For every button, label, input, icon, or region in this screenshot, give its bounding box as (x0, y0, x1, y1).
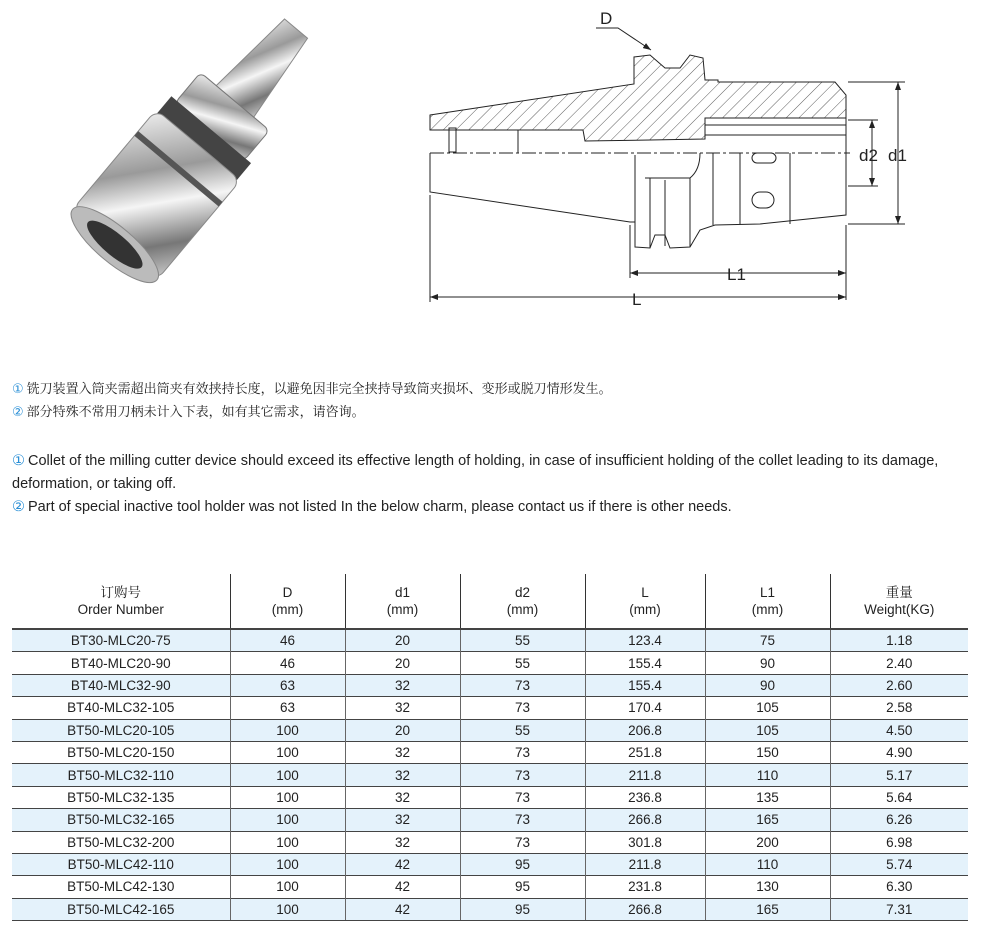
table-cell: 100 (230, 719, 345, 741)
specification-table (12, 574, 968, 921)
table-cell: 100 (230, 809, 345, 831)
table-cell: BT50-MLC20-105 (12, 719, 230, 741)
table-cell: BT30-MLC20-75 (12, 629, 230, 652)
header-line2: (mm) (386, 602, 419, 617)
table-cell: 211.8 (585, 764, 705, 786)
table-cell: 211.8 (585, 853, 705, 875)
table-cell: 100 (230, 786, 345, 808)
note-cn-2: ② 部分特殊不常用刀柄未计入下表，如有其它需求，请咨询。 (12, 405, 365, 420)
table-cell: 20 (345, 719, 460, 741)
table-cell: 2.40 (830, 652, 968, 674)
note-en-2: ② Part of special inactive tool holder was not listed In the below charm, please contact us if there is other needs. (12, 499, 732, 515)
table-cell: 130 (705, 876, 830, 898)
label-d1: d1 (888, 146, 907, 165)
table-cell: 90 (705, 652, 830, 674)
column-header (830, 574, 968, 629)
table-row (12, 719, 968, 741)
table-cell: 206.8 (585, 719, 705, 741)
table-cell: 6.98 (830, 831, 968, 853)
column-header (12, 574, 230, 629)
header-line1: L (641, 585, 649, 600)
table-cell: 150 (705, 741, 830, 763)
table-cell: 100 (230, 876, 345, 898)
table-cell: 20 (345, 629, 460, 652)
table-cell: 5.64 (830, 786, 968, 808)
table-cell: 135 (705, 786, 830, 808)
table-cell: 63 (230, 674, 345, 696)
table-cell: 236.8 (585, 786, 705, 808)
table-cell: 7.31 (830, 898, 968, 920)
table-cell: 55 (460, 719, 585, 741)
table-cell: 105 (705, 719, 830, 741)
table-cell: BT40-MLC32-105 (12, 697, 230, 719)
table-cell: 73 (460, 674, 585, 696)
table-cell: 5.17 (830, 764, 968, 786)
table-row (12, 786, 968, 808)
header-line1: L1 (759, 585, 776, 600)
header-line2: (mm) (271, 602, 304, 617)
label-L1: L1 (727, 265, 746, 284)
table-cell: 42 (345, 876, 460, 898)
table-cell: 200 (705, 831, 830, 853)
header-line2: (mm) (751, 602, 784, 617)
table-cell: 75 (705, 629, 830, 652)
table-row (12, 831, 968, 853)
table-cell: 32 (345, 697, 460, 719)
table-cell: 6.30 (830, 876, 968, 898)
table-cell: 4.50 (830, 719, 968, 741)
table-row (12, 629, 968, 652)
table-cell: 73 (460, 786, 585, 808)
column-header (460, 574, 585, 629)
notes-english (12, 450, 992, 519)
table-cell: 2.60 (830, 674, 968, 696)
table-cell: 63 (230, 697, 345, 719)
table-cell: 32 (345, 809, 460, 831)
label-d2: d2 (859, 146, 878, 165)
table-cell: 73 (460, 741, 585, 763)
header-line1: 重量 (885, 585, 913, 600)
table-cell: BT50-MLC42-110 (12, 853, 230, 875)
column-header (345, 574, 460, 629)
table-cell: 4.90 (830, 741, 968, 763)
table-cell: 1.18 (830, 629, 968, 652)
table-cell: 251.8 (585, 741, 705, 763)
table-row (12, 741, 968, 763)
table-cell: 20 (345, 652, 460, 674)
header-line1: 订购号 (100, 585, 141, 600)
table-cell: BT50-MLC32-110 (12, 764, 230, 786)
table-cell: 95 (460, 876, 585, 898)
table-row (12, 898, 968, 920)
table-cell: 32 (345, 741, 460, 763)
label-L: L (632, 290, 642, 309)
header-line1: d1 (394, 585, 411, 600)
table-cell: 100 (230, 764, 345, 786)
table-cell: 100 (230, 831, 345, 853)
technical-drawing (0, 0, 1000, 330)
table-cell: 165 (705, 898, 830, 920)
table-cell: 95 (460, 898, 585, 920)
header-line2: Weight(KG) (864, 602, 935, 617)
table-row (12, 764, 968, 786)
table-cell: 55 (460, 652, 585, 674)
table-row (12, 674, 968, 696)
table-cell: 32 (345, 786, 460, 808)
table-cell: 110 (705, 853, 830, 875)
table-cell: 73 (460, 831, 585, 853)
table-cell: 73 (460, 697, 585, 719)
table-cell: 42 (345, 898, 460, 920)
table-cell: BT40-MLC32-90 (12, 674, 230, 696)
table-cell: BT40-MLC20-90 (12, 652, 230, 674)
header-line1: d2 (514, 585, 531, 600)
table-cell: 73 (460, 764, 585, 786)
note-en-1: ① Collet of the milling cutter device should exceed its effective length of holding, in case of insufficient holding of the collet leading to its damage, deformation, or taking off. (12, 453, 939, 492)
table-header-row (12, 574, 968, 629)
table-cell: 100 (230, 853, 345, 875)
column-header (230, 574, 345, 629)
table-cell: 266.8 (585, 809, 705, 831)
header-line2: (mm) (506, 602, 539, 617)
table-row (12, 697, 968, 719)
header-line1: D (282, 585, 293, 600)
table-cell: 100 (230, 741, 345, 763)
table-cell: BT50-MLC42-165 (12, 898, 230, 920)
table-row (12, 853, 968, 875)
table-cell: 155.4 (585, 674, 705, 696)
table-row (12, 652, 968, 674)
table-cell: 55 (460, 629, 585, 652)
table-cell: 2.58 (830, 697, 968, 719)
table-cell: 95 (460, 853, 585, 875)
table-cell: 100 (230, 898, 345, 920)
table-cell: BT50-MLC32-200 (12, 831, 230, 853)
table-cell: 32 (345, 674, 460, 696)
table-cell: 105 (705, 697, 830, 719)
table-cell: 123.4 (585, 629, 705, 652)
header-line2: (mm) (629, 602, 661, 617)
label-D: D (600, 9, 613, 28)
table-cell: 42 (345, 853, 460, 875)
table-cell: 46 (230, 629, 345, 652)
table-cell: 170.4 (585, 697, 705, 719)
column-header (705, 574, 830, 629)
table-cell: 32 (345, 764, 460, 786)
table-row (12, 876, 968, 898)
table-cell: BT50-MLC32-135 (12, 786, 230, 808)
notes-chinese (12, 378, 612, 424)
table-cell: 46 (230, 652, 345, 674)
table-cell: BT50-MLC32-165 (12, 809, 230, 831)
table-cell: 5.74 (830, 853, 968, 875)
table-cell: 73 (460, 809, 585, 831)
header-line2: Order Number (77, 602, 164, 617)
table-cell: 231.8 (585, 876, 705, 898)
table-cell: BT50-MLC20-150 (12, 741, 230, 763)
table-cell: 90 (705, 674, 830, 696)
table-cell: 32 (345, 831, 460, 853)
table-cell: 155.4 (585, 652, 705, 674)
table-cell: 301.8 (585, 831, 705, 853)
table-cell: 165 (705, 809, 830, 831)
column-header (585, 574, 705, 629)
table-cell: BT50-MLC42-130 (12, 876, 230, 898)
note-cn-1: ① 铣刀装置入筒夹需超出筒夹有效挟持长度，以避免因非完全挟持导致筒夹损坏、变形或脱刀情形发生。 (12, 382, 612, 397)
table-cell: 6.26 (830, 809, 968, 831)
table-row (12, 809, 968, 831)
table-cell: 110 (705, 764, 830, 786)
table-cell: 266.8 (585, 898, 705, 920)
